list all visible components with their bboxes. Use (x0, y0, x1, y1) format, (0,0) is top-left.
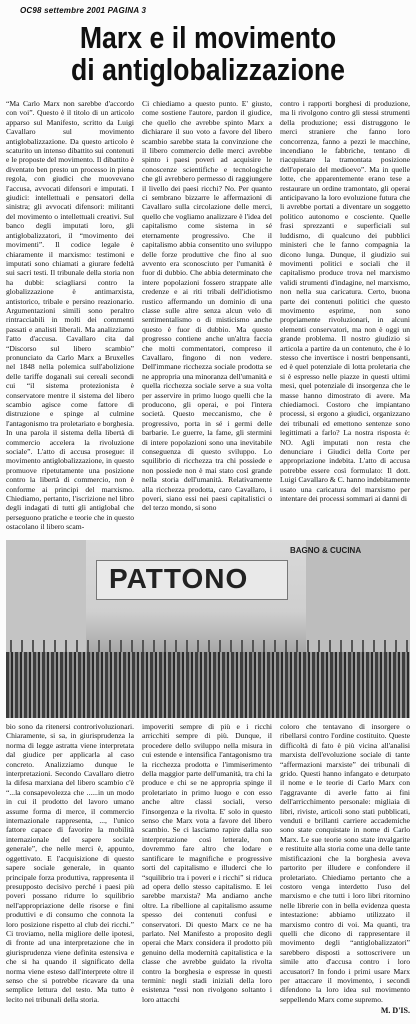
column-1-text: “Ma Carlo Marx non sarebbe d'accordo con voi”. Questo è il titolo di un articolo apparso sul Manifesto, scritto da Luigi Cavallaro sul movimento antiglobalizzazione. Da questo articolo è scaturito un intenso dibattito sui contenuti e le proposte del movimento. Il dibattito è diventato ben presto un processo in piena regola, con giudici che muovevano l'accusa, avvocati difensori e imputati. I giudici: intellettuali e pensatori della sinistra; gli avvocati difensori: militanti del movimento o intellettuali creativi. Sul banco degli imputati loro, gli antiglobalizzatori, il “movimento dei movimenti”. Il codice legale è chiaramente il marxismo: testimoni e imputati sono chiamati a giurare fedeltà sui sacri testi. Il tribunale della storia non ha dubbi: sciagliarsi contro la globalizzazione è antimarxista, antistorico, tribale e persino reazionario. Argumentazioni simili sono peraltro rintracciabili in molti dei commenti passati e analisti liberali. Ma analizziamo l'atto d'accusa. Cavallaro cita dal “Discorso sul libero scambio” pronunciato da Carlo Marx a Bruxelles nel 1848 nella polemica sull'abolizione delle tariffe doganali sui cereali secondi cui “il sistema protezionista è conservatore mentre il sistema del libero scambio agisce come fattore di distruzione e spinge al culmine l'antagonismo tra proletariato e borghesia. In una parola il sistema della libertà di commercio accelera la rivoluzione sociale”. L'atto di accusa prosegue: il movimento antiglobalizzazione, in questo promuove ripetutamente una posizione contro la libertà di commercio, non è conforme ai principi del marxismo. Chiediamo, pertanto, l'iscrizione nel libro degli indagati di tutti gli antiglobal che perseguono pratiche e teorie che in questo ostacolano il libero scam- (6, 99, 134, 532)
article-title (36, 22, 380, 86)
column-1 (6, 99, 134, 535)
protest-photo (6, 540, 410, 718)
crowd (6, 652, 410, 718)
page-header: OC98 settembre 2001 PAGINA 3 (20, 6, 147, 15)
column-5 (142, 722, 272, 1018)
author-signature: M. D'IS. (380, 1006, 410, 1016)
shop-sign (96, 560, 288, 600)
column-2 (142, 99, 272, 535)
column-6 (280, 722, 410, 1018)
column-4 (6, 722, 134, 1018)
shop-sign-text: PATTONO (109, 563, 249, 594)
column-5-text: impoveriti sempre di più e i ricchi arricchiti sempre di più. Dunque, il procedere dello sviluppo nella misura in cui estende e intensifica l'antagonismo tra la ricchezza prodotta e l'immiserimento della maggior parte dell'umanità, tra chi la produce e chi se ne appropria spinge il proletariato in primo luogo e con esso anche altre classi sociali, verso l'insorgenza e la rivolta. E' solo in questo senso che Marx vota a favore del libero scambio. Se ci lasciamo rapire dalla suo interpretazione così letterale, non dovremmo fare altro che lodare e santificare le magnifiche e progressive sorti del capitalismo e illuderci che lo “squilibrio tra i poveri e i ricchi” si riduca ad opera dello stesso capitalismo. E lei sarebbe marxista? Ma andiamo anche oltre. La ribellione al capitalismo assume spesso dei contenuti confusi e conservatori. Di questo Marx ce ne ha parlato. Nel Manifesto a proposito degli operai che Marx considera il prodotto più genuino della modernità capitalistica e la classe che avrebbe guidato la rivolta contro la borghesia e espresse in questi termini: negli stadi iniziali della loro esistenza “essi non rivolgono soltanto i loro attacchi (142, 722, 272, 1004)
column-4-text: bio sono da ritenersi controrivoluzionari. Chiaramente, si sa, in giurisprudenza la norma di legge astratta viene interpretata dal giudice per applicarla al caso concreto. Analizziamo dunque le interpretazioni. Secondo Cavallaro dietro la difesa marxiana del libero scambio c'è “...la consapevolezza che ......in un modo in cui il prodotto del lavoro umano assume forma di merce, il commercio internazionale rappresenta, ..., l'unico fattore capace di favorire la mobilità internazionale del sapere sociale generale”, che nelle merci è, appunto, oggettivato. E l'acquisizione di questo sapere sociale generale, in quanto principale forza produttiva, rappresenta il presupposto decisivo perché i paesi più poveri possano ridurre lo squilibrio nell'appropriazione delle risorse e fini produttivi e di consumo che connota la loro posizione rispetto al club dei ricchi.” Ci troviamo, nella migliore delle ipotesi, di fronte ad una interpretazione che in giurisprudenza viene definita estensiva e che si ha quando il significato della norma viene esteso dall'interprete oltre il senso che si potrebbe ricavare da una semplice lettura del testo. Ma tutto è lecito nei tribunali della storia. (6, 722, 134, 1004)
column-3 (280, 99, 410, 535)
column-3-text: contro i rapporti borghesi di produzione, ma li rivolgono contro gli stessi strumenti della produzione; essi distruggono le merci straniere che fanno loro concorrenza, fanno a pezzi le macchine, incendiano le fabbriche, tentano di riacquistare la tramontata posizione dell'operaio del medioevo”. Ma in quelle lotte, che apparentemente erano tese a restaurare un ordine tramontato, gli operai anticipavano la loro evoluzione futura che li avrebbe portati a diventare un soggetto politico autonomo e cosciente. Quelle frasi sprezzanti e superficiali sul luddismo, di qualcuno dei pubblici ministeri che le fanno compagnia la dicono lunga. Dunque, il giudizio sui movimenti politici e sociali che il capitalismo produce trova nel marxismo validi strumenti d'indagine, nel marxismo, non nella sua caricatura. Certo, buona parte dei contenuti politici che questo movimento esprime, non sono propriamente rivoluzionari, in alcuni elementi conservatori, ma non è oggi un grande problema. Il nostro giudizio si articola a partire da un contenuto, che è lo stesso che invertisce i nostri benpensanti, ed è quel potenziale di lotta proletaria che si è espresso nelle piazze in questi ultimi mesi, quel potenziale di insorgenza che le masse hanno dimostrato di avere. Ma chiediamoci. Costoro che impiantano processi, si ergono a giudici, organizzano dei tribunali ed emettono sentenze sono legittimati a farlo? La nostra risposta è: NO. Agli imputati non resta che denunciare i Giudici della Corte per appropriazione indebita. L'atto di accusa potrebbe essere così formulato: Il dott. Luigi Cavallaro & C. hanno indebitamente usato una caricatura del marxismo per intentare dei processi sommari ai danni di (280, 99, 410, 504)
title-line-1: Marx e il movimento (79, 20, 337, 55)
shop-sign-subtitle: BAGNO & CUCINA (290, 546, 362, 555)
title-line-2: di antiglobalizzazione (70, 52, 346, 87)
column-2-text: Ci chiediamo a questo punto. E' giusto, come sostiene l'autore, pardon il giudice, che quello che avrebbe spinto Marx a dichiarare il suo voto a favore del libero scambio sarebbe stata la convinzione che il libero commercio delle merci avrebbe spinto i paesi poveri ad acquisire le conoscenze scientifiche e tecnologiche che gli avrebbero permesso di raggiungere il livello dei paesi ricchi? No. Per quanto ci sembrano bizzarre le affermazioni di Cavallaro sulla circolazione delle merci, quello che vogliamo analizzare è l'idea del capitalismo come sistema in sé eternamente progressivo. Che il capitalismo abbia consentito uno sviluppo delle forze produttive che fino al suo avvento era sconosciuto per l'umanità è fuor di dubbio. Che abbia determinato che intere popolazioni fossero strappate alle credenze e ai riti tribali dell'idiotismo rustico affermando un dominio di una classe sulle altre senza alcun velo di sentimentalismo o di misticismo anche questo è fuor di dubbio. Ma questo progresso contiene anche un'altra faccia che molti commentatori, compreso il Cavallaro, fingono di non vedere. Dell'immane ricchezza sociale prodotta se ne appropria una minoranza dell'umanità e quella ricchezza sociale serve a sua volta per asservire in primo luogo quelli che la producono, gli operai, e poi l'intera società. Questo meccanismo, che è progressivo, porta in sé i germi delle barbarie. Le guerre, la fame, gli stermini di intere popolazioni sono una inevitabile conseguenza di questo sviluppo. Lo squilibrio di ricchezza tra chi possiede e non possiede non è mai stato così grande nella storia dell'umanità. Relativamente alla ricchezza prodotta, caro Cavallaro, i poveri, siano essi nei paesi capitalistici o del terzo mondo, si sono (142, 99, 272, 513)
column-6-text: coloro che tentavano di insorgere o ribellarsi contro l'ordine costituito. Queste difficoltà di fato è più vicina all'analisi marxista dell'evoluzione sociale di tante “affermazioni marxiste” dei tribunali di grido. Questi hanno infangato e deturpato il nome e le teorie di Carlo Marx con l'aggravante di averle fatto ai fini dell'arricchimento personale: migliaia di libri, riviste, articoli sono stati pubblicati, venduti e brillanti carriere accademiche sono state conquistate in nome di Carlo Marx. Le sue teorie sono state invalgarite e restituite alla storia come una delle tante mistificazioni che la borghesia aveva partorito per illudere e confondere il proletariato. Chiediamo pertanto che a costoro venga interdetto l'uso del marxismo e che tutti i loro libri ritornino nelle librerie con in bella evidenza questa intestazione: abbiamo utilizzato il marxismo contro di voi. Ma quanti, tra quelli che dicono di rappresentare il movimento degli “antiglobalizzatori” sarebbero disposti a sottoscrivere un simile atto d'accusa contro i loro accusatori? In fondo i primi usare Marx per attaccare il movimento, i secondi difendono la loro idea sul movimento seppellendo Marx come supremo. (280, 722, 410, 1004)
